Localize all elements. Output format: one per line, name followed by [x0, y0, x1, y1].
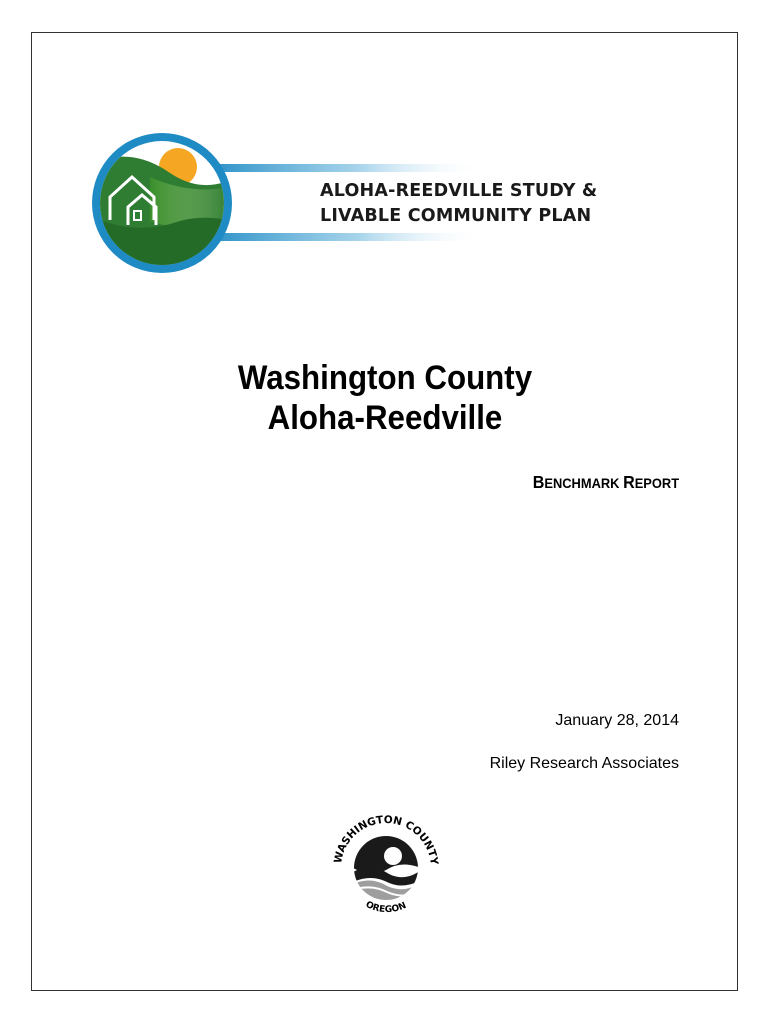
logo-line-2: LIVABLE COMMUNITY PLAN	[320, 206, 592, 226]
subtitle-r: R	[622, 472, 635, 492]
report-author: Riley Research Associates	[489, 755, 679, 772]
seal-top-text: WASHINGTON COUNTY	[332, 813, 440, 866]
logo-graphic-icon	[90, 125, 490, 285]
subtitle-enchmark: ENCHMARK	[544, 475, 623, 491]
document-title	[0, 358, 770, 438]
seal-bottom-text: OREGON	[363, 899, 408, 916]
report-date: January 28, 2014	[555, 712, 679, 729]
report-subtitle	[533, 472, 679, 493]
subtitle-eport: EPORT	[634, 475, 679, 491]
subtitle-b: B	[532, 472, 545, 492]
title-line-2: Aloha-Reedville	[267, 399, 503, 437]
title-line-1: Washington County	[237, 359, 533, 397]
seal-graphic-icon	[331, 810, 441, 918]
washington-county-seal-icon	[331, 810, 441, 918]
aloha-reedville-logo	[90, 125, 598, 285]
logo-line-1: ALOHA-REEDVILLE STUDY &	[320, 181, 598, 201]
